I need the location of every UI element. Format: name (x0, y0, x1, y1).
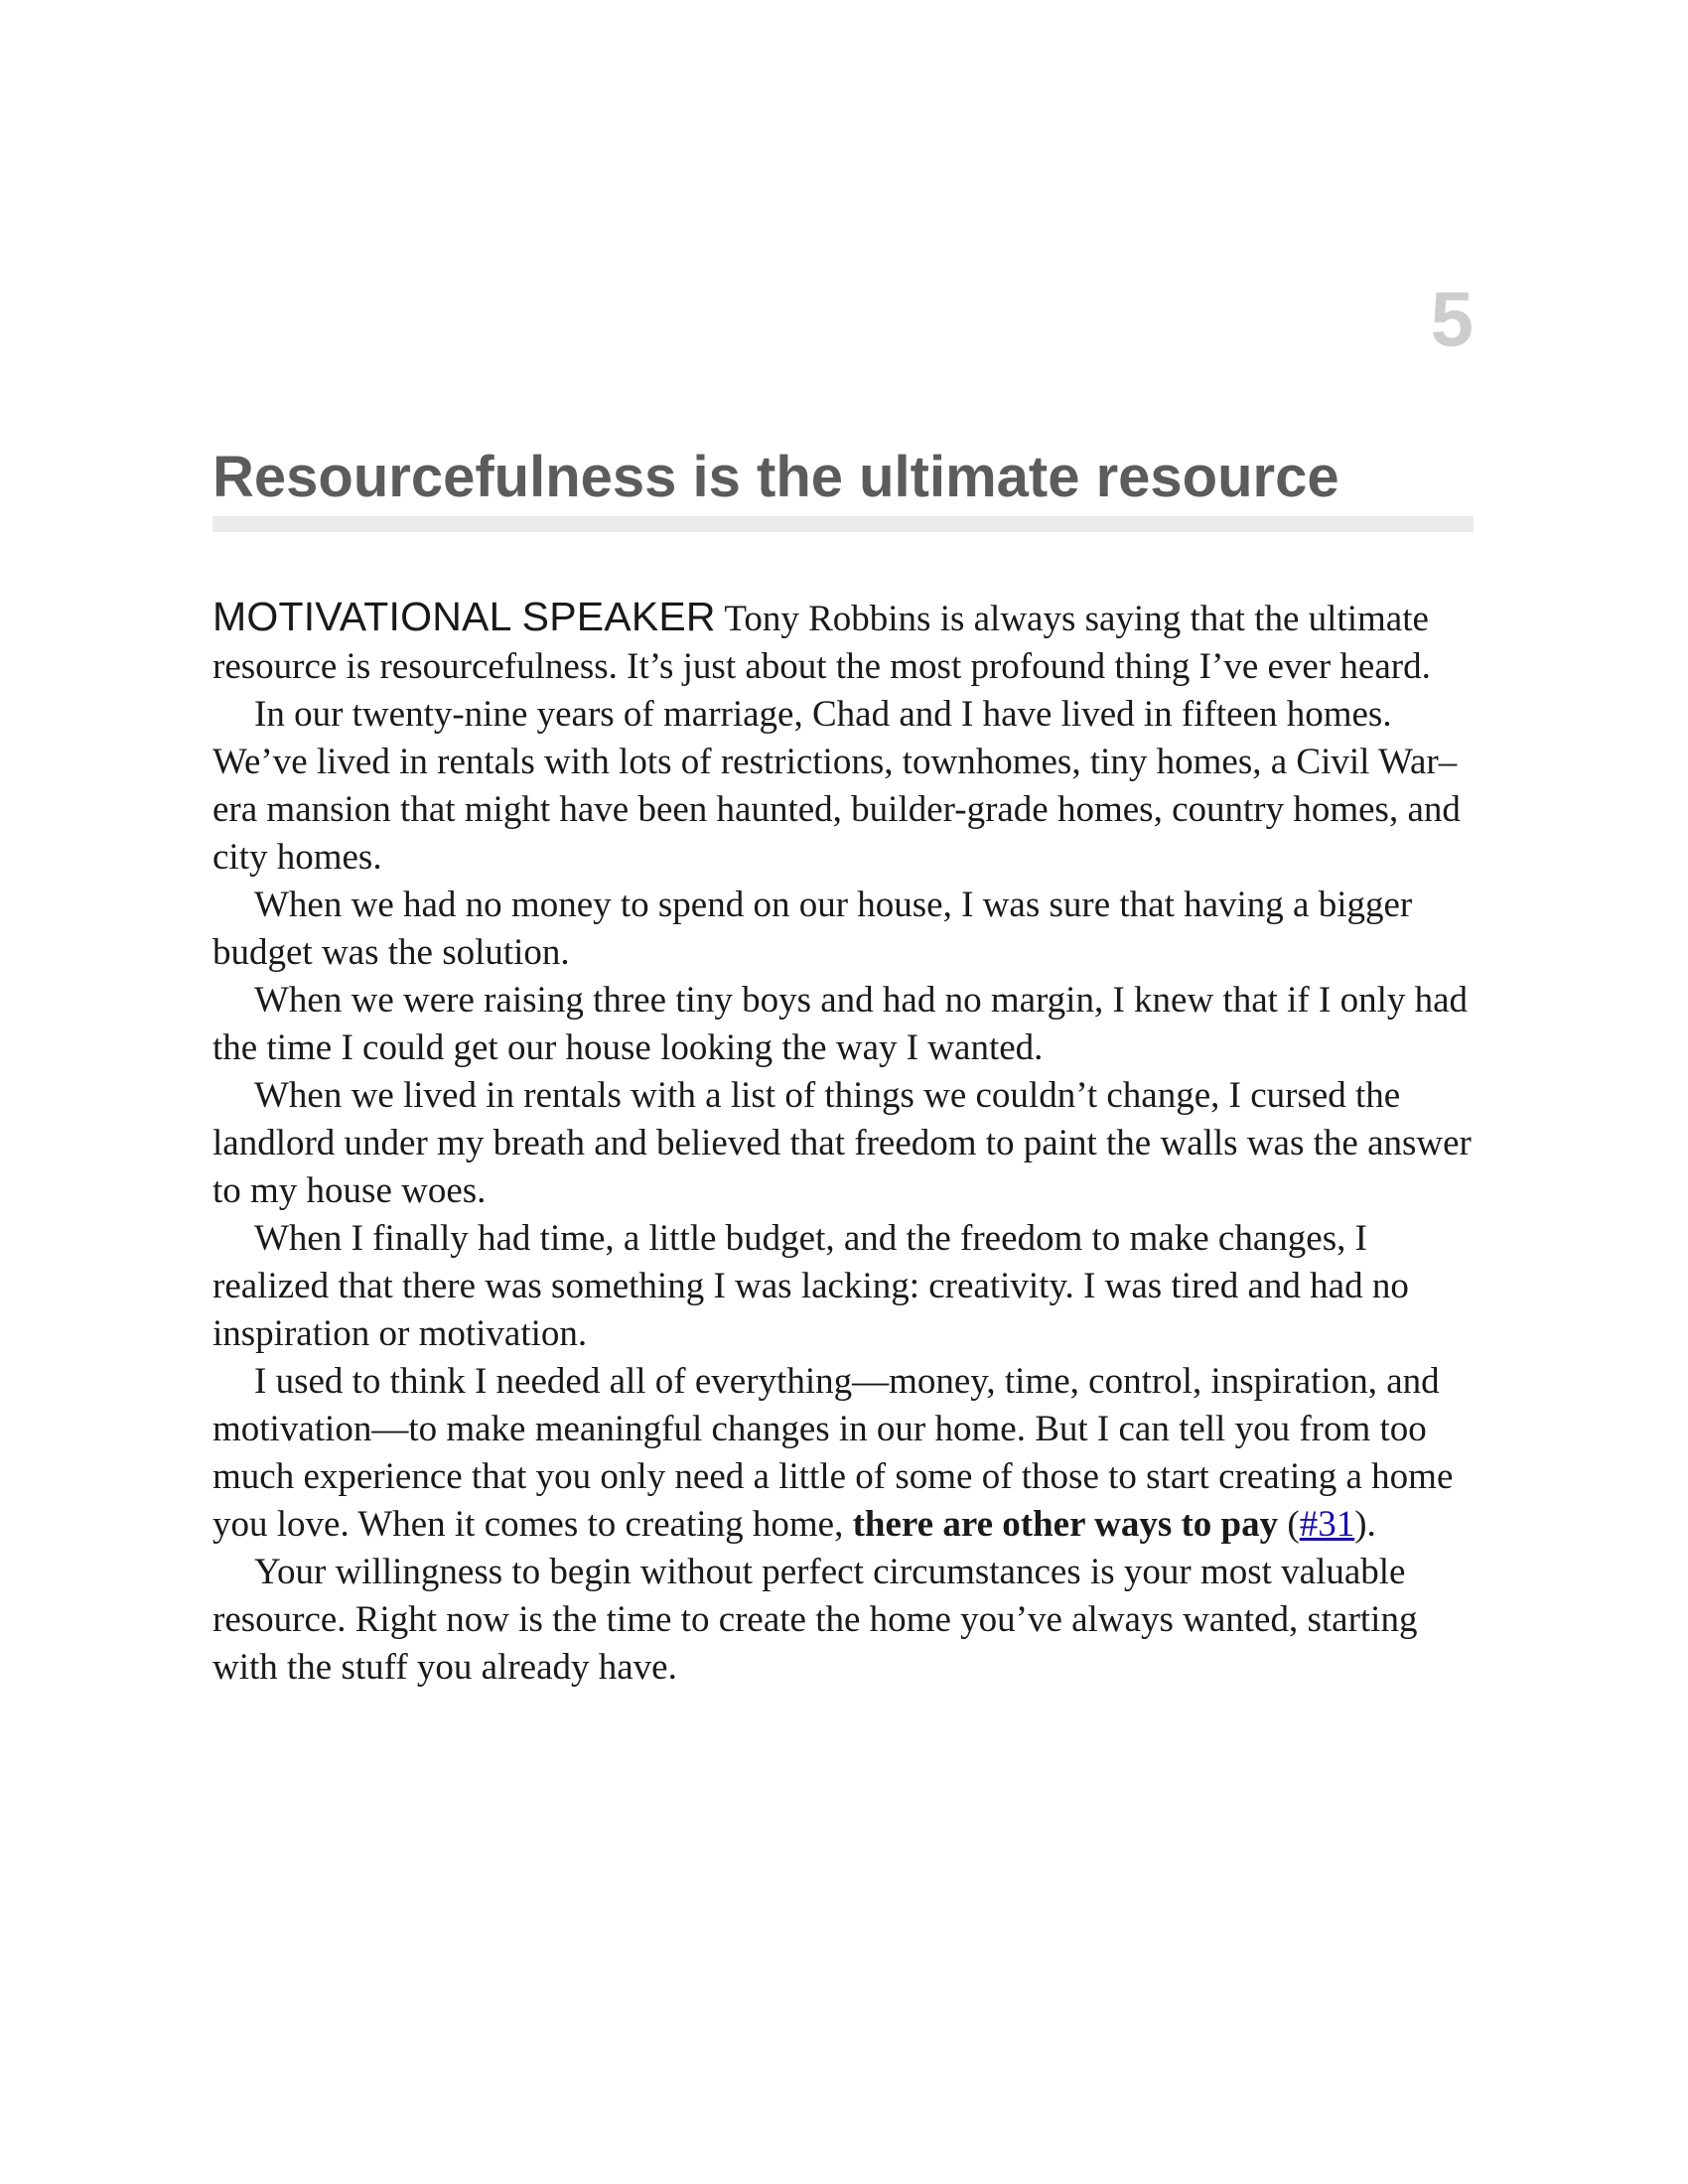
bold-phrase: there are other ways to pay (852, 1504, 1279, 1545)
paragraph-1-text: Tony Robbins is always saying that the ultimate resource is resourcefulness. It’s just about the most profound thing I’ve ever heard. (212, 599, 1431, 687)
paragraph-8: Your willingness to begin without perfect circumstances is your most valuable resource. Right now is the time to create the home you’ve always wanted, starting with the stuff you already have. (212, 1552, 1418, 1688)
cross-reference-link[interactable]: #31 (1299, 1504, 1355, 1545)
chapter-body (212, 593, 1474, 1692)
title-underline-rule (212, 516, 1474, 532)
paren-open: ( (1278, 1504, 1300, 1545)
paragraph-4: When we were raising three tiny boys and had no margin, I knew that if I only had the time I could get our house looking the way I wanted. (212, 980, 1469, 1068)
paragraph-3: When we had no money to spend on our house, I was sure that having a bigger budget was the solution. (212, 885, 1413, 973)
paragraph-7 (212, 1358, 1474, 1549)
lead-in-caps: MOTIVATIONAL SPEAKER (212, 594, 716, 639)
paragraph-1 (212, 593, 1474, 691)
paragraph-5: When we lived in rentals with a list of things we couldn’t change, I cursed the landlord under my breath and believed that freedom to paint the walls was the answer to my house woes. (212, 1075, 1472, 1211)
paragraph-7-text: I used to think I needed all of everything—money, time, control, inspiration, and motivation—to make meaningful changes in our home. But I can tell you from too much experience that you only need a little of some of those to start creating a home you love. When it comes to creating home, (212, 1361, 1454, 1545)
chapter-number: 5 (1430, 275, 1474, 362)
chapter-title: Resourcefulness is the ultimate resource (212, 445, 1339, 509)
paragraph-2: In our twenty-nine years of marriage, Chad and I have lived in fifteen homes. We’ve lived in rentals with lots of restrictions, townhomes, tiny homes, a Civil War–era mansion that might have been haunted, builder-grade homes, country homes, and city homes. (212, 694, 1461, 878)
paragraph-6: When I finally had time, a little budget, and the freedom to make changes, I realized that there was something I was lacking: creativity. I was tired and had no inspiration or motivation. (212, 1218, 1409, 1354)
paren-close: ). (1354, 1504, 1376, 1545)
